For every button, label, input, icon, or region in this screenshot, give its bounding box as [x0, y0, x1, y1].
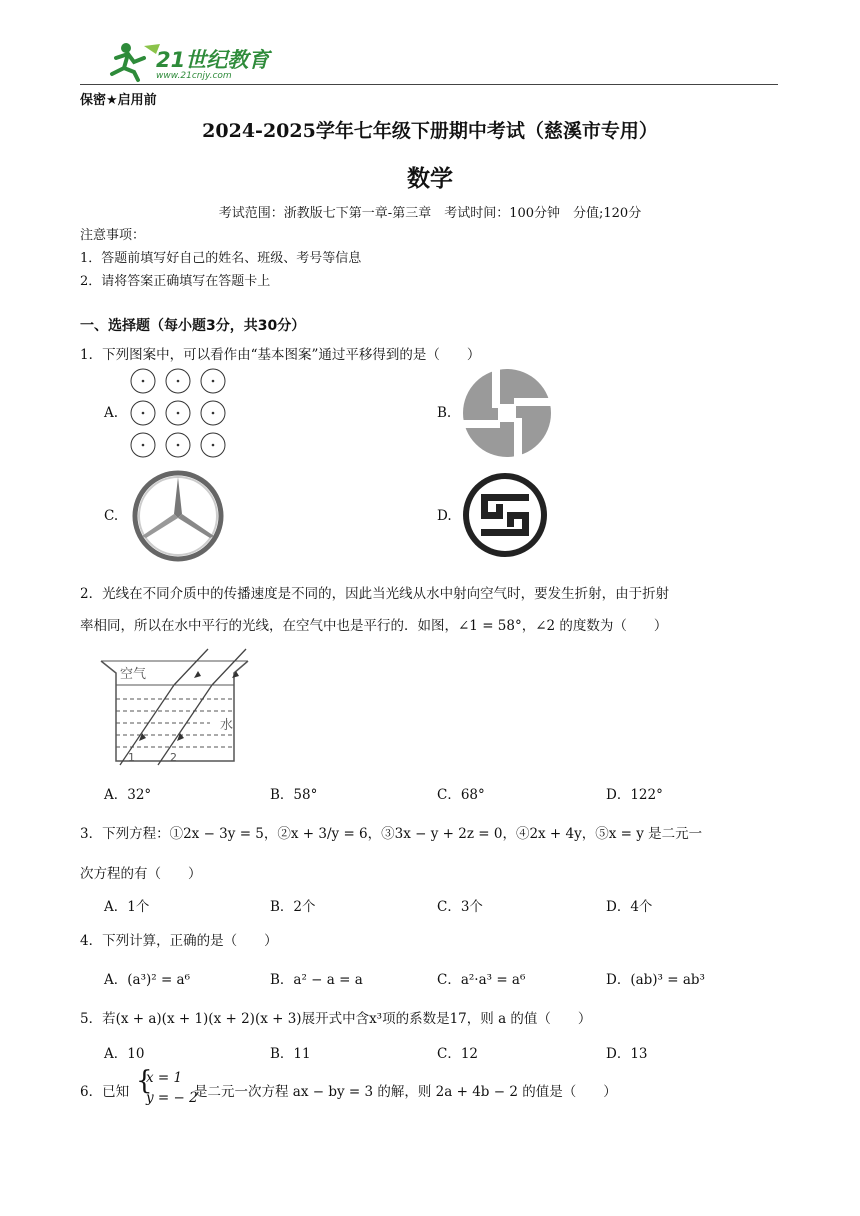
option: D．(ab)³ = ab³ [606, 972, 705, 988]
system-brace: { [136, 1066, 153, 1096]
water-label: 水 [220, 718, 234, 733]
question-5: 5．若(x + a)(x + 1)(x + 2)(x + 3)展开式中含x³项的系数是17，则 a 的值（ ） [80, 1011, 592, 1027]
option: B．2个 [270, 899, 316, 915]
option: D．122° [606, 787, 663, 803]
option: A．(a³)² = a⁶ [104, 972, 191, 988]
header-rule [80, 84, 778, 85]
option-label: C. [104, 508, 119, 524]
system-eq-2: y = − 2 [146, 1090, 198, 1106]
air-label: 空气 [120, 667, 147, 682]
note-item: 2．请将答案正确填写在答题卡上 [80, 274, 271, 289]
option: B．a² − a = a [270, 972, 363, 988]
option: C．12 [437, 1046, 479, 1062]
option: A．10 [104, 1046, 145, 1062]
logo-url: www.21cnjy.com [156, 71, 232, 81]
question-6-suffix: 是二元一次方程 ax − by = 3 的解，则 2a + 4b − 2 的值是（ ） [194, 1084, 617, 1100]
option-label: A. [104, 405, 119, 421]
option: A．1个 [104, 899, 150, 915]
option: C．a²·a³ = a⁶ [437, 972, 526, 988]
bank-logo-icon [462, 472, 548, 558]
angle-1-label: 1 [128, 751, 135, 764]
option-label: B. [437, 405, 452, 421]
option: B．58° [270, 787, 318, 803]
question-3-line2: 次方程的有（ ） [80, 866, 202, 882]
option: A．32° [104, 787, 152, 803]
option-label: D. [437, 508, 452, 524]
logo-text: 21世纪教育 [156, 48, 270, 72]
exam-subject: 数学 [407, 165, 453, 192]
question-2-line2: 率相同，所以在水中平行的光线，在空气中也是平行的．如图，∠1 = 58°，∠2 的度数为（ ） [80, 618, 668, 634]
three-pointed-star-logo-icon [132, 470, 224, 562]
secret-label: 保密★启用前 [80, 93, 157, 108]
notes-heading: 注意事项： [80, 228, 146, 243]
refraction-diagram [98, 645, 252, 769]
section-heading: 一、选择题（每小题3分，共30分） [80, 318, 306, 334]
exam-scope: 考试范围：浙教版七下第一章-第三章 考试时间：100分钟 分值;120分 [218, 206, 642, 221]
angle-2-label: 2 [170, 751, 177, 764]
question-6-prefix: 6．已知 [80, 1084, 130, 1100]
question-2-line1: 2．光线在不同介质中的传播速度是不同的，因此当光线从水中射向空气时，要发生折射，由于折射 [80, 586, 670, 602]
question-3-line1: 3．下列方程：①2x − 3y = 5，②x + 3/y = 6，③3x − y + 2z = 0，④2x + 4y，⑤x = y 是二元一 [80, 826, 703, 842]
pinwheel-logo-icon [462, 368, 552, 458]
logo [104, 40, 274, 84]
option: D．4个 [606, 899, 653, 915]
question-4: 4．下列计算，正确的是（ ） [80, 933, 278, 949]
dot-grid-pattern-icon [126, 366, 230, 460]
system-eq-1: x = 1 [146, 1070, 183, 1086]
option: D．13 [606, 1046, 648, 1062]
option: B．11 [270, 1046, 311, 1062]
option: C．3个 [437, 899, 483, 915]
question-1: 1．下列图案中，可以看作由“基本图案”通过平移得到的是（ ） [80, 347, 481, 363]
exam-title: 2024-2025学年七年级下册期中考试（慈溪市专用） [202, 120, 658, 142]
option: C．68° [437, 787, 485, 803]
note-item: 1．答题前填写好自己的姓名、班级、考号等信息 [80, 251, 362, 266]
